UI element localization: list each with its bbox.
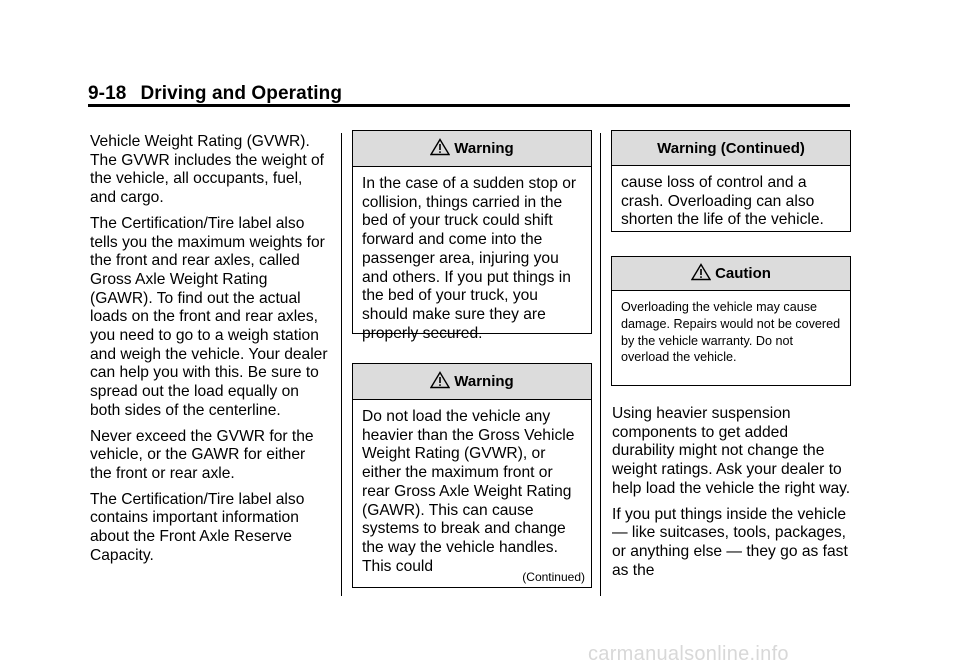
warning-box-body: In the case of a sudden stop or collision, things carried in the bed of your truck could shift forward and come into the passenger area, injuring you and others. If you put things in the bed of your truck, you should make sure they are properly secured. xyxy=(362,175,577,342)
warning-triangle-icon xyxy=(430,371,450,389)
paragraph: If you put things inside the vehicle — like suitcases, tools, packages, or anything else — they go as fast as the xyxy=(612,505,848,579)
warning-box xyxy=(352,363,592,588)
paragraph: The Certification/Tire label also contains important information about the Front Axle Reserve Capacity. xyxy=(90,490,305,564)
warning-continued-title: Warning (Continued) xyxy=(657,139,805,157)
section-title: Driving and Operating xyxy=(140,83,343,104)
column-divider xyxy=(341,133,342,596)
warning-continued-box xyxy=(611,130,851,232)
warning-continued-body: cause loss of control and a crash. Overloading can also shorten the life of the vehicle. xyxy=(621,174,824,229)
caution-box-header xyxy=(612,257,850,291)
watermark: carmanualsonline.info xyxy=(588,643,789,665)
paragraph: Never exceed the GVWR for the vehicle, or the GAWR for either the front or rear axle. xyxy=(90,427,314,482)
warning-box xyxy=(352,130,592,342)
paragraph: Vehicle Weight Rating (GVWR). The GVWR includes the weight of the vehicle, all occupants, fuel, and cargo. xyxy=(90,133,325,207)
page-number: 9-18 xyxy=(88,83,127,104)
column-divider xyxy=(600,133,601,596)
caution-box-title: Caution xyxy=(715,265,771,282)
caution-box xyxy=(611,256,851,386)
continued-label: (Continued) xyxy=(522,570,585,584)
page-header xyxy=(88,83,342,105)
warning-box-title: Warning xyxy=(454,140,514,157)
paragraph: The Certification/Tire label also tells you the maximum weights for the front and rear axles, called Gross Axle Weight Rating (GAWR). To find out the actual loads on the front and rear axles, you need to go to a weigh station and weigh the vehicle. Your dealer can help you with this. Be sure to spread out the load equally on both sides of the centerline. xyxy=(90,214,328,419)
column-right xyxy=(612,405,852,587)
warning-box-header xyxy=(353,364,591,400)
paragraph: Using heavier suspension components to get added durability might not change the weight ratings. Ask your dealer to help load the vehicle the right way. xyxy=(612,405,851,497)
warning-triangle-icon xyxy=(430,138,450,156)
caution-box-body: Overloading the vehicle may cause damage. Repairs would not be covered by the vehicle warranty. Do not overload the vehicle. xyxy=(621,300,841,365)
warning-box-header xyxy=(353,131,591,167)
warning-box-body: Do not load the vehicle any heavier than the Gross Vehicle Weight Rating (GVWR), or either the maximum front or rear Gross Axle Weight Rating (GAWR). This can cause systems to break and change the way the vehicle handles. This could xyxy=(362,408,575,575)
column-left xyxy=(90,133,330,572)
warning-continued-header xyxy=(612,131,850,166)
warning-triangle-icon xyxy=(691,263,711,281)
warning-box-title: Warning xyxy=(454,373,514,390)
header-rule xyxy=(88,104,850,107)
